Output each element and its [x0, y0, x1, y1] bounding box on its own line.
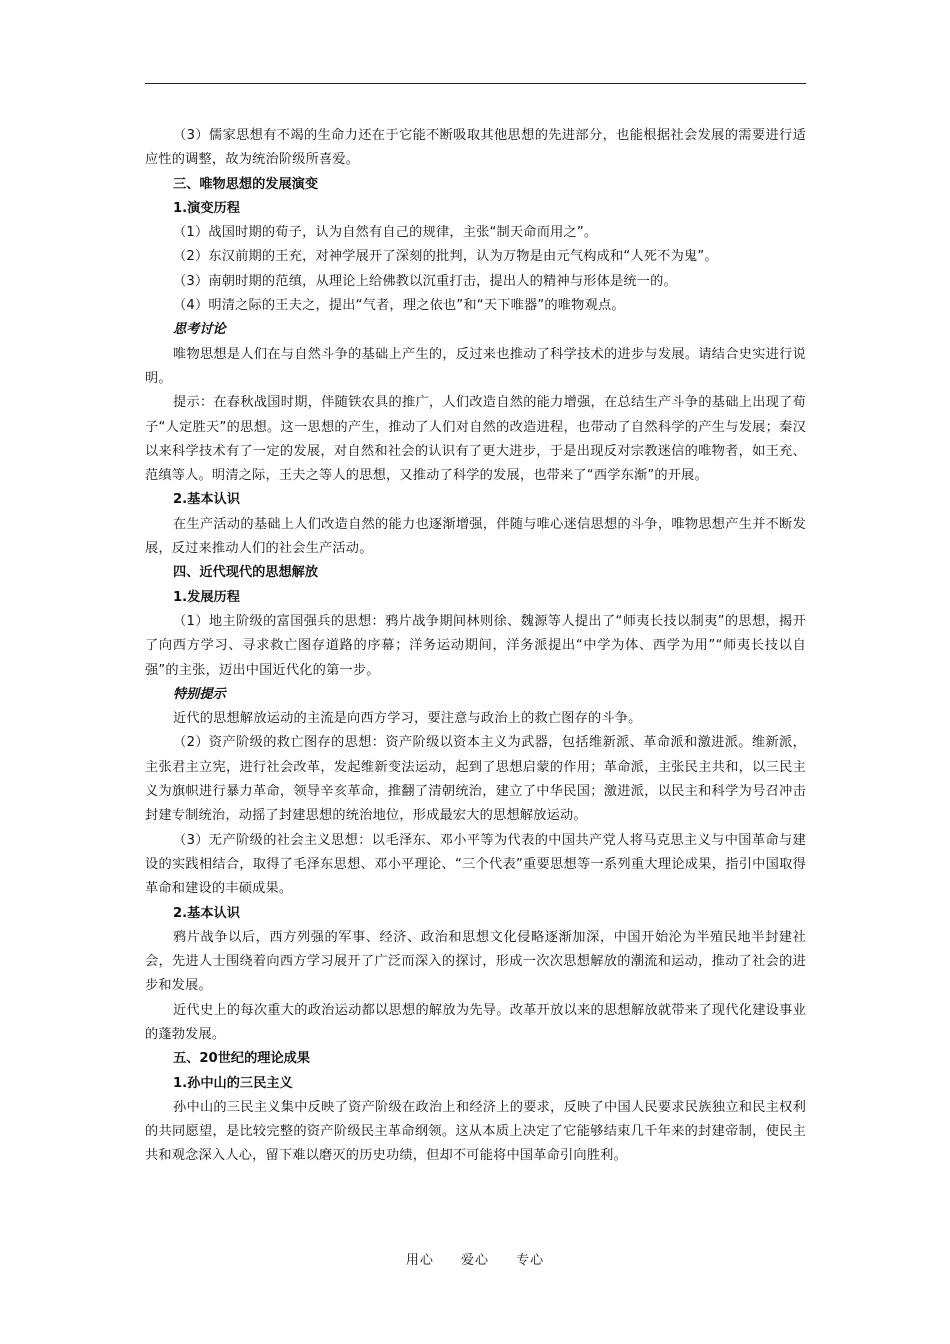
paragraph: 唯物思想是人们在与自然斗争的基础上产生的，反过来也推动了科学技术的进步与发展。请结合史实进行说明。 — [145, 346, 806, 386]
paragraph: （2）资产阶级的救亡图存的思想：资产阶级以资本主义为武器，包括维新派、革命派和激进派。维新派，主张君主立宪，进行社会改革，发起维新变法运动，起到了思想启蒙的作用；革命派，主张民主共和，以三民主义为旗帜进行暴力革命，领导辛亥革命，推翻了清朝统治，建立了中华民国；激进派，以民主和科学为号召冲击封建专制统治，动摇了封建思想的统治地位，形成最宏大的思想解放运动。 — [145, 735, 806, 824]
paragraph: （3）南朝时期的范缜，从理论上给佛教以沉重打击，提出人的精神与形体是统一的。 — [173, 273, 677, 289]
document-body — [145, 124, 806, 1169]
footer-text-3: 专心 — [516, 1253, 545, 1268]
paragraph: （2）东汉前期的王充，对神学展开了深刻的批判，认为万物是由元气构成和“人死不为鬼”。 — [173, 249, 718, 265]
header-rule — [145, 83, 806, 84]
section-heading: 2.基本认识 — [173, 492, 240, 508]
page-footer — [0, 1249, 950, 1268]
paragraph: （4）明清之际的王夫之，提出“气者，理之依也”和“天下唯器”的唯物观点。 — [173, 298, 625, 314]
section-heading: 三、唯物思想的发展演变 — [173, 176, 319, 192]
section-heading: 1.孙中山的三民主义 — [173, 1075, 293, 1091]
callout-heading: 思考讨论 — [173, 322, 226, 338]
section-heading: 四、近代现代的思想解放 — [173, 565, 319, 581]
paragraph: （1）战国时期的荀子，认为自然有自己的规律，主张“制天命而用之”。 — [173, 225, 598, 241]
paragraph: 鸦片战争以后，西方列强的军事、经济、政治和思想文化侵略逐渐加深，中国开始沦为半殖民地半封建社会，先进人士围绕着向西方学习展开了广泛而深入的探讨，形成一次次思想解放的潮流和运动，推动了社会的进步和发展。 — [145, 929, 806, 994]
paragraph: 在生产活动的基础上人们改造自然的能力也逐渐增强，伴随与唯心迷信思想的斗争，唯物思想产生并不断发展，反过来推动人们的社会生产活动。 — [145, 516, 806, 557]
paragraph: 近代的思想解放运动的主流是向西方学习，要注意与政治上的救亡图存的斗争。 — [173, 711, 642, 727]
section-heading: 2.基本认识 — [173, 905, 240, 921]
callout-heading: 特别提示 — [173, 686, 226, 702]
section-heading: 1.演变历程 — [173, 200, 240, 216]
paragraph: （1）地主阶级的富国强兵的思想：鸦片战争期间林则徐、魏源等人提出了“师夷长技以制夷”的思想，揭开了向西方学习、寻求救亡图存道路的序幕；洋务运动期间，洋务派提出“中学为体、西学为用”“师夷长技以自强”的主张，迈出中国近代化的第一步。 — [145, 613, 806, 678]
paragraph: （3）儒家思想有不竭的生命力还在于它能不断吸取其他思想的先进部分，也能根据社会发展的需要进行适应性的调整，故为统治阶级所喜爱。 — [145, 128, 806, 168]
paragraph: 提示：在春秋战国时期，伴随铁农具的推广，人们改造自然的能力增强，在总结生产斗争的基础上出现了荀子“人定胜天”的思想。这一思想的产生，推动了人们对自然的改造进程，也带动了自然科学的产生与发展；秦汉以来科学技术有了一定的发展，对自然和社会的认识有了更大进步，于是出现反对宗教迷信的唯物者，如王充、范缜等人。明清之际，王夫之等人的思想，又推动了科学的发展，也带来了“西学东渐”的开展。 — [145, 395, 806, 484]
footer-text-1: 用心 — [405, 1253, 434, 1268]
paragraph: （3）无产阶级的社会主义思想：以毛泽东、邓小平等为代表的中国共产党人将马克思主义与中国革命与建设的实践相结合，取得了毛泽东思想、邓小平理论、“三个代表”重要思想等一系列重大理论成果，指引中国取得革命和建设的丰硕成果。 — [145, 832, 806, 897]
paragraph: 近代史上的每次重大的政治运动都以思想的解放为先导。改革开放以来的思想解放就带来了现代化建设事业的蓬勃发展。 — [145, 1002, 806, 1042]
footer-text-2: 爱心 — [460, 1253, 489, 1268]
section-heading: 1.发展历程 — [173, 589, 240, 605]
section-heading: 五、20世纪的理论成果 — [173, 1051, 311, 1067]
paragraph: 孙中山的三民主义集中反映了资产阶级在政治上和经济上的要求，反映了中国人民要求民族独立和民主权利的共同愿望，是比较完整的资产阶级民主革命纲领。这从本质上决定了它能够结束几千年来的封建帝制，使民主共和观念深入人心，留下难以磨灭的历史功绩，但却不可能将中国革命引向胜利。 — [145, 1099, 806, 1164]
